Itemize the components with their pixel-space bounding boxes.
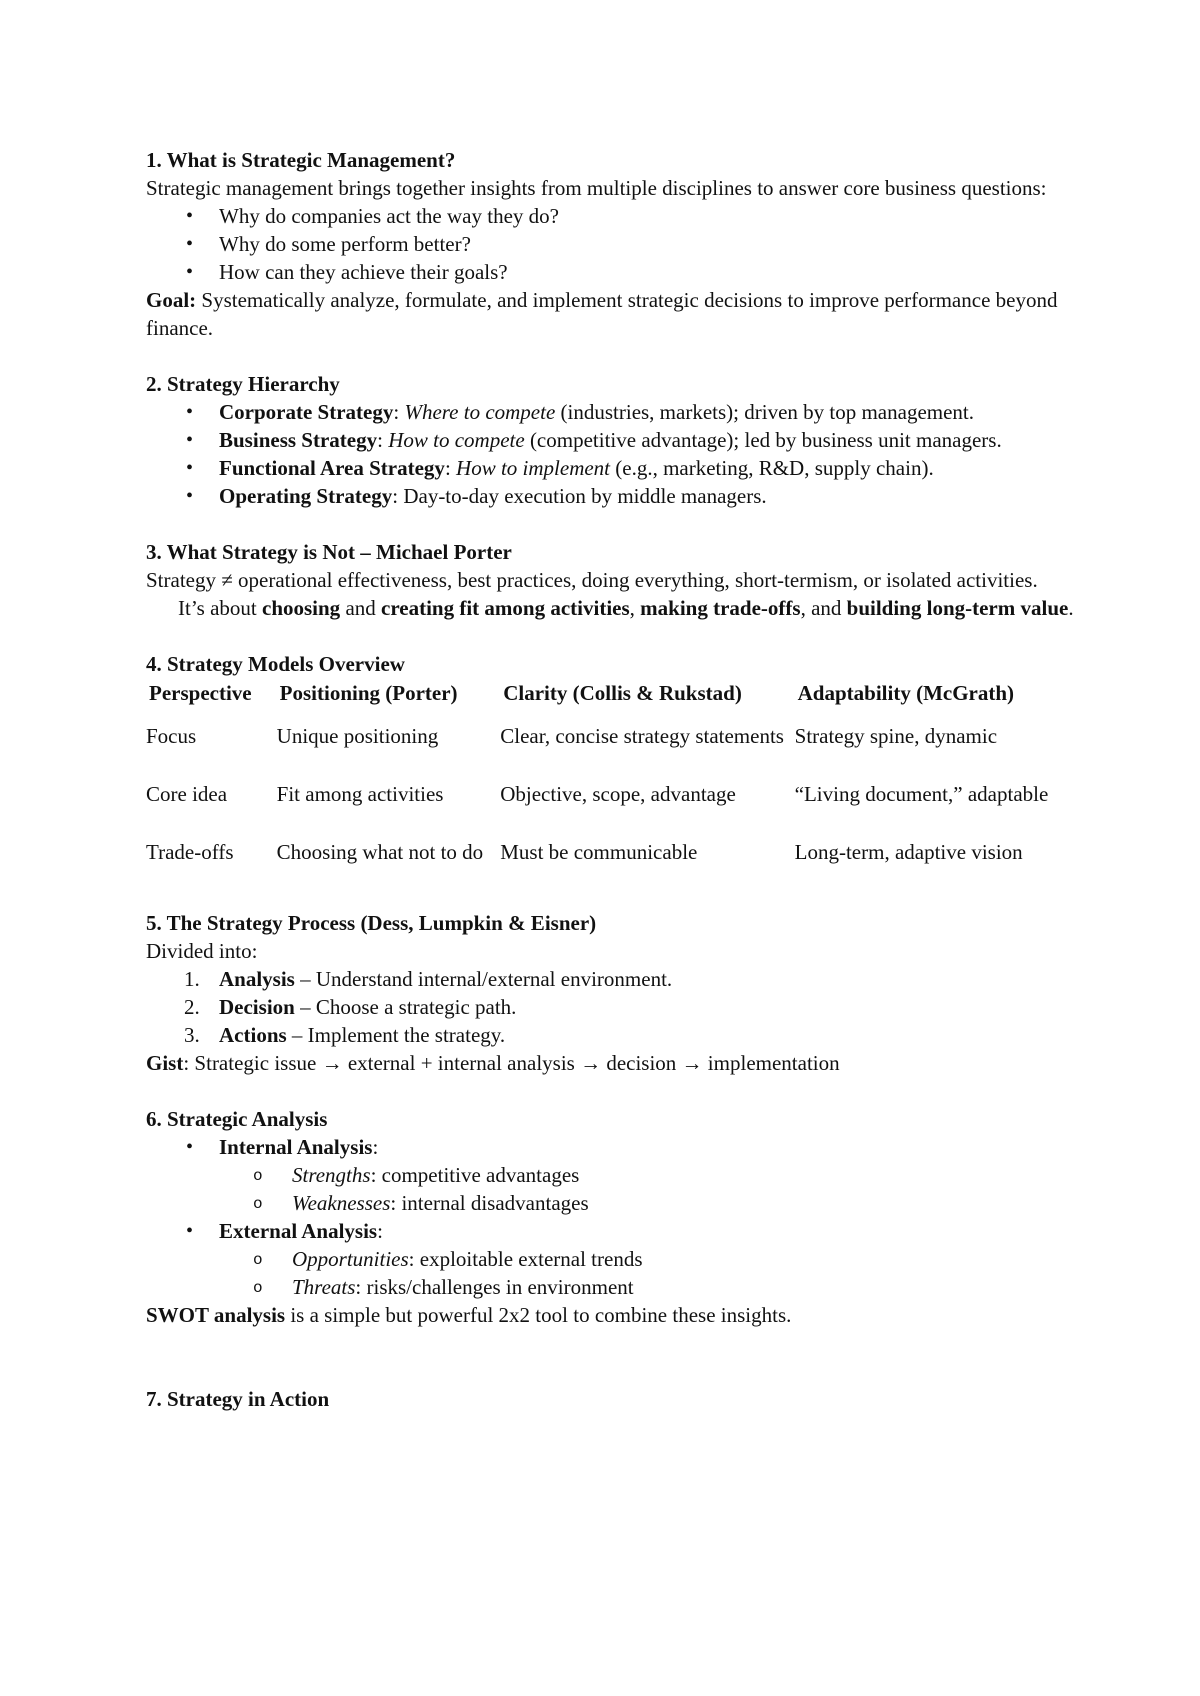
section-intro: Divided into: xyxy=(146,939,258,963)
goal-paragraph xyxy=(146,286,1076,342)
colon: : xyxy=(372,1135,379,1159)
gist-paragraph xyxy=(146,1049,1076,1077)
step-text: – Choose a strategic path. xyxy=(294,995,517,1019)
table-cell: Focus xyxy=(146,724,197,748)
step-text: – Understand internal/external environment. xyxy=(294,967,673,991)
list-item xyxy=(146,426,1076,454)
internal-sublist xyxy=(146,1161,1076,1217)
section-2 xyxy=(146,370,1076,510)
table-row xyxy=(146,765,1076,823)
table-cell: Must be communicable xyxy=(500,840,698,864)
section-heading: 7. Strategy in Action xyxy=(146,1387,330,1411)
list-item xyxy=(146,482,1076,510)
external-sublist xyxy=(146,1245,1076,1301)
question-list xyxy=(146,202,1076,286)
analysis-label: Internal Analysis xyxy=(219,1135,373,1159)
list-item xyxy=(146,1133,1076,1161)
swot-label: SWOT analysis xyxy=(146,1303,286,1327)
gist-text: : Strategic issue → external + internal analysis → decision → implementation xyxy=(183,1051,840,1075)
item-name: Operating Strategy xyxy=(219,484,393,508)
table-cell: Strategy spine, dynamic xyxy=(794,724,998,748)
goal-label: Goal: xyxy=(146,288,197,312)
table-cell: “Living document,” adaptable xyxy=(794,782,1049,806)
table-cell: Fit among activities xyxy=(276,782,444,806)
item-text: : risks/challenges in environment xyxy=(355,1275,634,1299)
item-text: (e.g., marketing, R&D, supply chain). xyxy=(610,456,934,480)
sublist-item xyxy=(146,1161,1076,1189)
text-run: It’s about xyxy=(178,596,262,620)
item-text: : competitive advantages xyxy=(370,1163,580,1187)
item-emphasis: How to compete xyxy=(388,428,525,452)
swot-paragraph xyxy=(146,1301,1076,1329)
item-text: : internal disadvantages xyxy=(390,1191,589,1215)
item-name: Corporate Strategy xyxy=(219,400,394,424)
table-row xyxy=(146,823,1076,881)
bold-run: making trade-offs xyxy=(640,596,801,620)
step-name: Decision xyxy=(219,995,295,1019)
section-3 xyxy=(146,538,1076,622)
list-item: • Why do companies act the way they do? xyxy=(146,202,1076,230)
item-name: Functional Area Strategy xyxy=(219,456,445,480)
section-heading: 2. Strategy Hierarchy xyxy=(146,372,340,396)
item-emphasis: Strengths xyxy=(292,1163,371,1187)
item-emphasis: Opportunities xyxy=(292,1247,409,1271)
list-item: • Why do some perform better? xyxy=(146,230,1076,258)
text-run: , xyxy=(629,596,641,620)
item-text: Day-to-day execution by middle managers. xyxy=(403,484,767,508)
swot-text: is a simple but powerful 2x2 tool to combine these insights. xyxy=(285,1303,792,1327)
table-cell: Clear, concise strategy statements xyxy=(500,724,784,748)
table-cell: Long-term, adaptive vision xyxy=(794,840,1023,864)
section-6 xyxy=(146,1105,1076,1329)
sublist-item xyxy=(146,1245,1076,1273)
analysis-list xyxy=(146,1133,1076,1161)
item-emphasis: Threats xyxy=(292,1275,356,1299)
paragraph xyxy=(146,594,1076,622)
list-item xyxy=(146,965,1076,993)
table-header-row xyxy=(146,678,1076,707)
section-1 xyxy=(146,146,1076,342)
colon: : xyxy=(377,1219,383,1243)
text-run: , and xyxy=(800,596,847,620)
list-item: • How can they achieve their goals? xyxy=(146,258,1076,286)
section-7 xyxy=(146,1385,1076,1413)
item-text: : exploitable external trends xyxy=(408,1247,643,1271)
step-number: 3. xyxy=(184,1023,200,1047)
item-emphasis: How to implement xyxy=(456,456,611,480)
sublist-item xyxy=(146,1273,1076,1301)
list-item xyxy=(146,1021,1076,1049)
item-text: (competitive advantage); led by business unit managers. xyxy=(524,428,1002,452)
bold-run: building long-term value xyxy=(846,596,1069,620)
table-cell: Choosing what not to do xyxy=(276,840,484,864)
hierarchy-list xyxy=(146,398,1076,510)
step-number: 2. xyxy=(184,995,200,1019)
list-item xyxy=(146,454,1076,482)
step-name: Analysis xyxy=(219,967,295,991)
gist-label: Gist xyxy=(146,1051,184,1075)
table-cell: Unique positioning xyxy=(276,724,439,748)
table-cell: Trade-offs xyxy=(146,840,234,864)
section-heading: 6. Strategic Analysis xyxy=(146,1107,328,1131)
table-cell: Core idea xyxy=(146,782,228,806)
list-item xyxy=(146,993,1076,1021)
section-heading: 3. What Strategy is Not – Michael Porter xyxy=(146,540,512,564)
item-sep: : xyxy=(392,484,404,508)
column-header: Positioning (Porter) xyxy=(279,681,458,705)
document-page xyxy=(146,146,1076,1413)
analysis-list xyxy=(146,1217,1076,1245)
item-sep: : xyxy=(377,428,389,452)
text-run: and xyxy=(340,596,382,620)
step-name: Actions xyxy=(219,1023,287,1047)
bold-run: creating fit among activities xyxy=(381,596,630,620)
list-item xyxy=(146,398,1076,426)
item-emphasis: Where to compete xyxy=(404,400,556,424)
item-sep: : xyxy=(393,400,405,424)
goal-text: Systematically analyze, formulate, and implement strategic decisions to improve performance beyond finance. xyxy=(146,288,1058,340)
column-header: Adaptability (McGrath) xyxy=(797,681,1015,705)
section-intro: Strategic management brings together insights from multiple disciplines to answer core business questions: xyxy=(146,176,1047,200)
section-5 xyxy=(146,909,1076,1077)
bold-run: choosing xyxy=(262,596,341,620)
section-heading: 1. What is Strategic Management? xyxy=(146,148,456,172)
text-run: . xyxy=(1068,596,1074,620)
paragraph: Strategy ≠ operational effectiveness, best practices, doing everything, short-termism, or isolated activities. xyxy=(146,568,1038,592)
section-heading: 4. Strategy Models Overview xyxy=(146,652,405,676)
section-heading: 5. The Strategy Process (Dess, Lumpkin & Eisner) xyxy=(146,911,597,935)
process-steps-list xyxy=(146,965,1076,1049)
item-sep: : xyxy=(444,456,457,480)
column-header: Perspective xyxy=(149,681,252,705)
step-text: – Implement the strategy. xyxy=(286,1023,506,1047)
item-text: (industries, markets); driven by top management. xyxy=(555,400,975,424)
models-table xyxy=(146,678,1076,881)
analysis-label: External Analysis xyxy=(219,1219,378,1243)
table-cell: Objective, scope, advantage xyxy=(500,782,736,806)
column-header: Clarity (Collis & Rukstad) xyxy=(503,681,742,705)
list-item xyxy=(146,1217,1076,1245)
section-4 xyxy=(146,650,1076,881)
item-emphasis: Weaknesses xyxy=(292,1191,391,1215)
table-row xyxy=(146,707,1076,765)
step-number: 1. xyxy=(184,967,200,991)
item-name: Business Strategy xyxy=(219,428,378,452)
sublist-item xyxy=(146,1189,1076,1217)
